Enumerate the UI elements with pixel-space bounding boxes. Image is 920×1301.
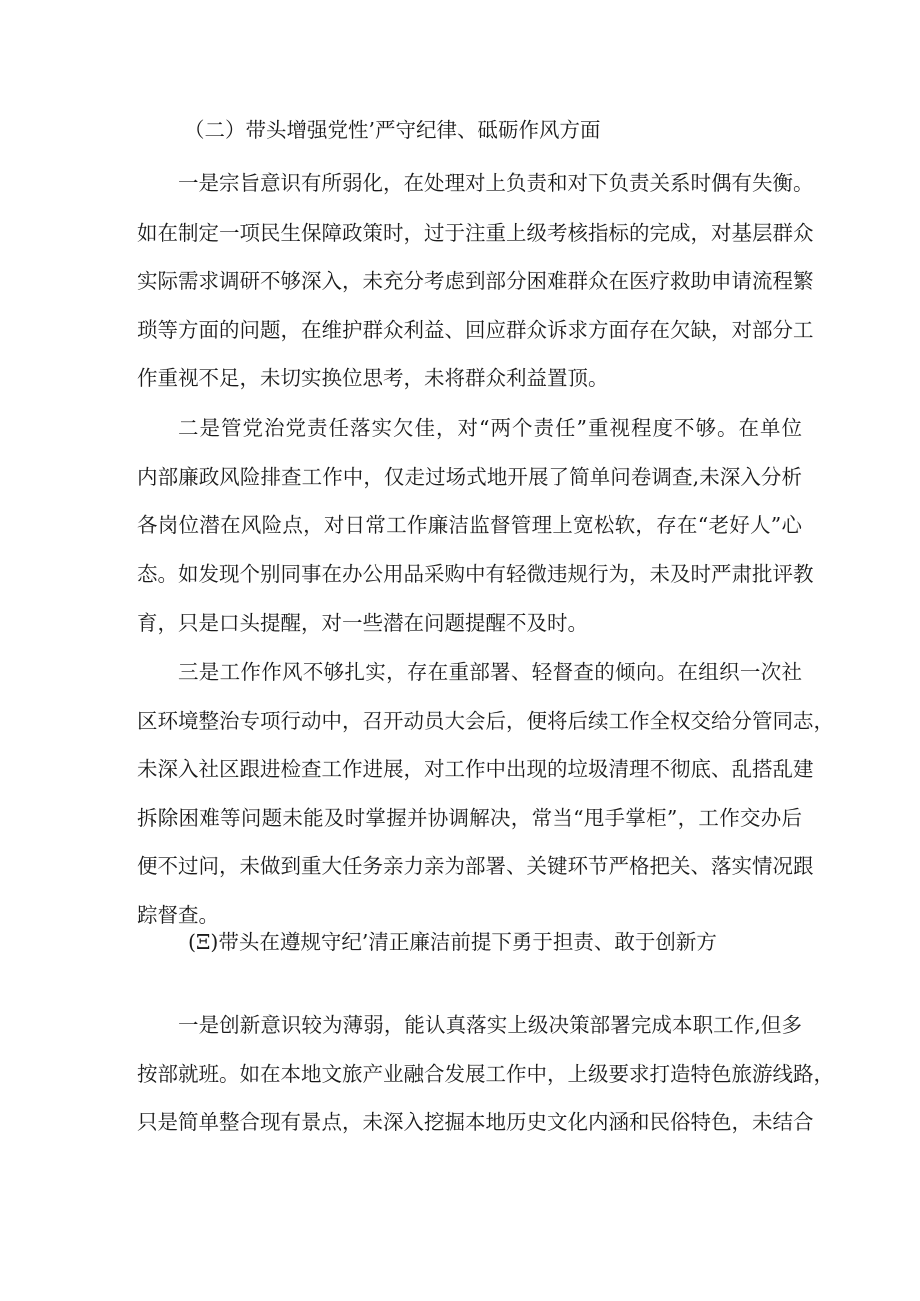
- paragraph-1-line-3: 实际需求调研不够深入，未充分考虑到部分困难群众在医疗救助申请流程繁: [137, 269, 814, 293]
- paragraph-2-line-2: 内部廉政风险排查工作中，仅走过场式地开展了简单问卷调查,未深入分析: [137, 465, 802, 489]
- paragraph-2-line-4: 态。如发现个别同事在办公用品采购中有轻微违规行为，未及时严肃批评教: [137, 562, 814, 586]
- paragraph-2-line-5: 育，只是口头提醒，对一些潜在问题提醒不及时。: [137, 611, 588, 635]
- paragraph-3-line-1: 三是工作作风不够扎实，存在重部署、轻督查的倾向。在组织一次社: [178, 660, 802, 684]
- paragraph-3-line-5: 便不过问，未做到重大任务亲力亲为部署、关键环节严格把关、落实情况跟: [137, 854, 814, 878]
- paragraph-2-line-1: 二是管党治党责任落实欠佳，对“两个责任”重视程度不够。在单位: [178, 416, 802, 440]
- paragraph-4-line-3: 只是简单整合现有景点，未深入挖掘本地历史文化内涵和民俗特色，未结合: [137, 1110, 814, 1134]
- paragraph-3-line-6: 踪督查。: [137, 903, 219, 927]
- paragraph-3-line-4: 拆除困难等问题未能及时掌握并协调解决，常当“甩手掌柜”，工作交办后: [137, 806, 802, 830]
- paragraph-1-line-1: 一是宗旨意识有所弱化，在处理对上负责和对下负责关系时偶有失衡。: [178, 171, 814, 195]
- paragraph-1-line-5: 作重视不足，未切实换位思考，未将群众利益置顶。: [137, 366, 609, 390]
- paragraph-1-line-4: 琐等方面的问题，在维护群众利益、回应群众诉求方面存在欠缺，对部分工: [137, 318, 814, 342]
- paragraph-3-line-3: 未深入社区跟进检查工作进展，对工作中出现的垃圾清理不彻底、乱搭乱建: [137, 757, 814, 781]
- paragraph-2-line-3: 各岗位潜在风险点，对日常工作廉洁监督管理上宽松软，存在“老好人”心: [137, 513, 802, 537]
- paragraph-4-line-1: 一是创新意识较为薄弱，能认真落实上级决策部署完成本职工作,但多: [178, 1013, 802, 1037]
- paragraph-3-line-2: 区环境整治专项行动中，召开动员大会后，便将后续工作全权交给分管同志，: [137, 709, 834, 733]
- paragraph-1-line-2: 如在制定一项民生保障政策时，过于注重上级考核指标的完成，对基层群众: [137, 221, 814, 245]
- paragraph-4-line-2: 按部就班。如在本地文旅产业融合发展工作中，上级要求打造特色旅游线路，: [137, 1062, 834, 1086]
- section-heading-3: (Ξ)带头在遵规守纪’清正廉洁前提下勇于担责、敢于创新方: [188, 930, 717, 954]
- section-heading-2: （二）带头增强党性’严守纪律、砥砺作风方面: [184, 118, 601, 142]
